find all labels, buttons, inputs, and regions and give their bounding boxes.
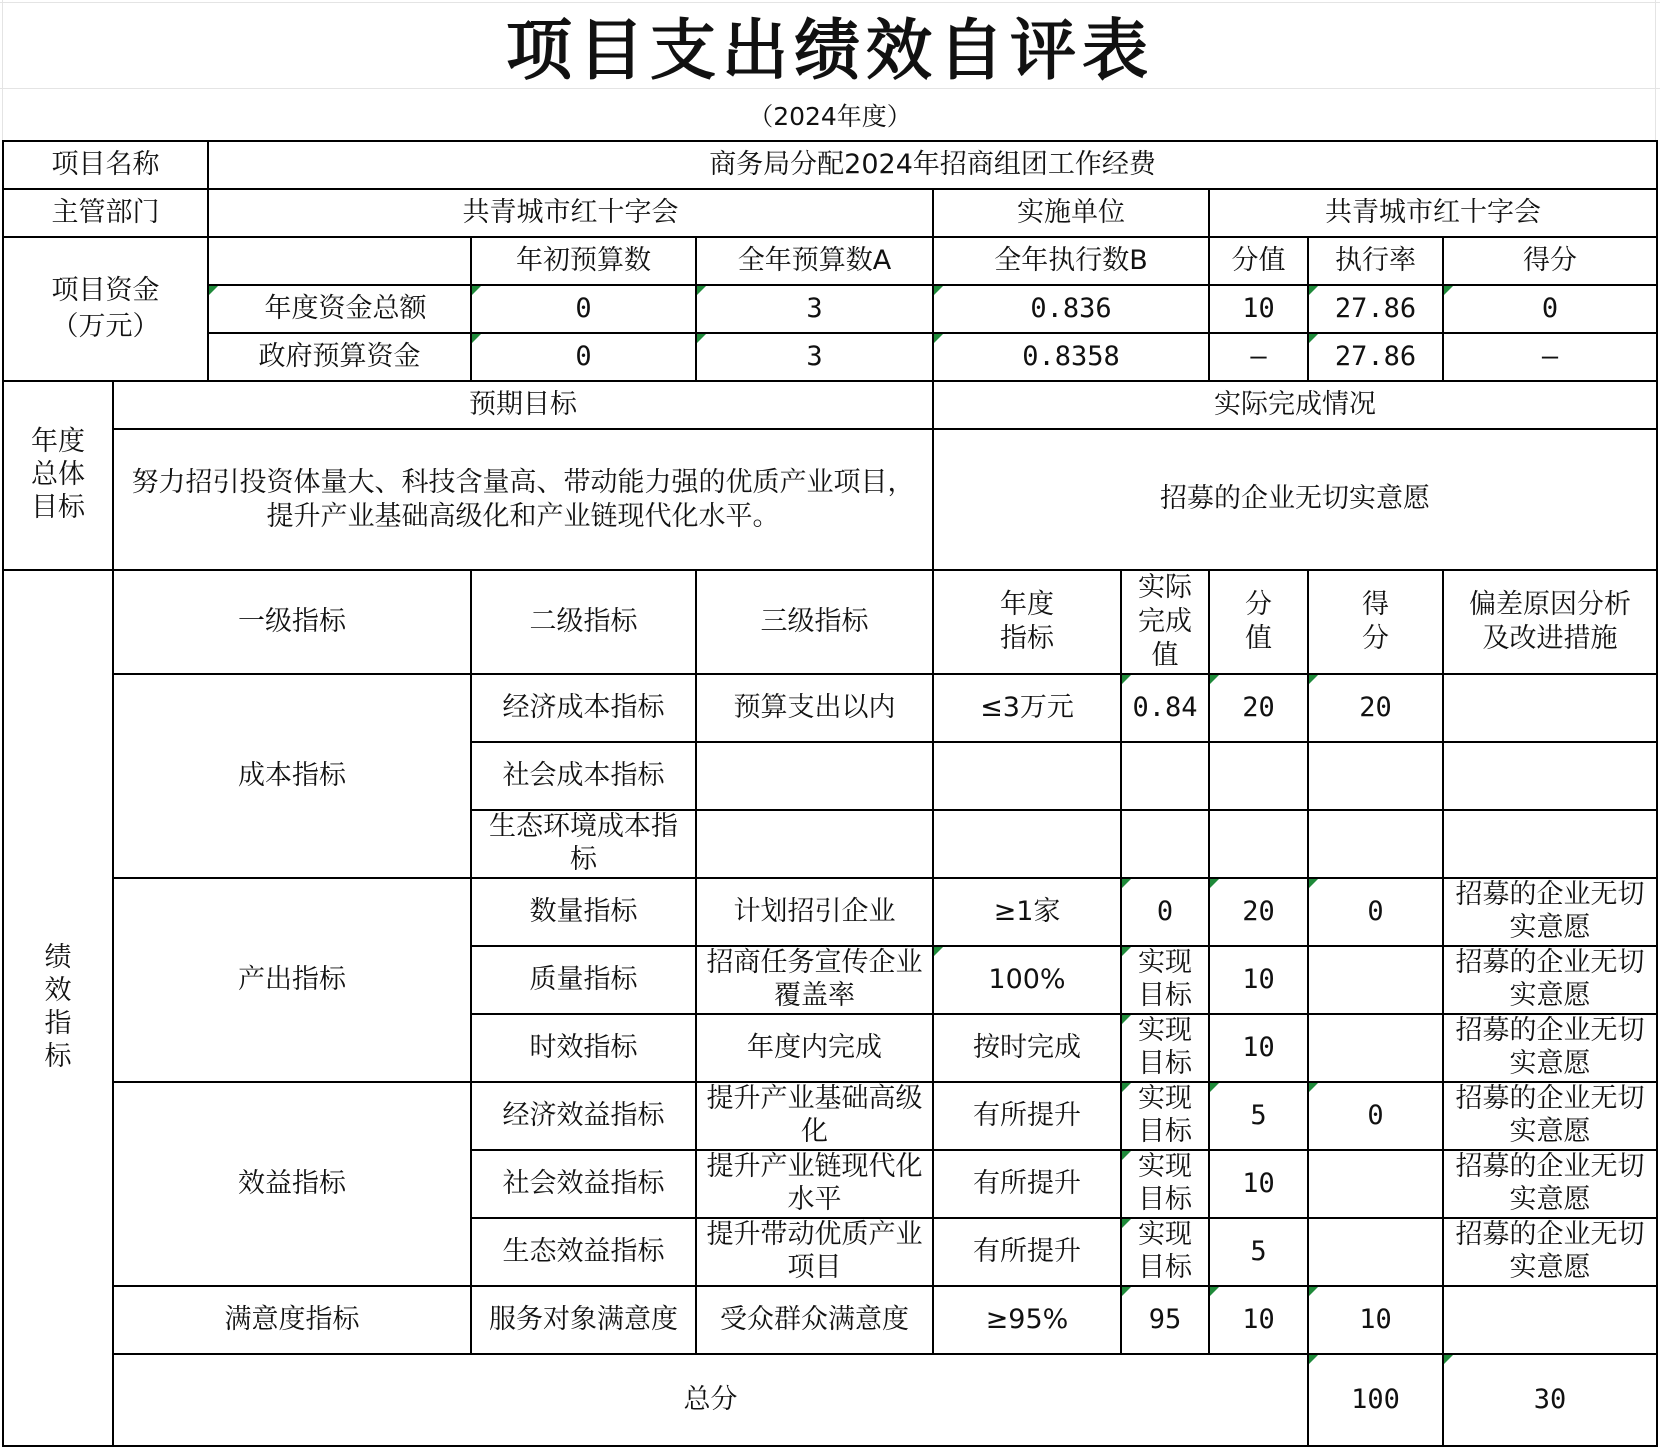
actual-cell[interactable]: 95 [1121,1286,1209,1354]
funds-cell[interactable]: 0 [1443,285,1657,333]
level2-cell[interactable]: 生态效益指标 [471,1218,696,1286]
score-cell[interactable] [1308,1014,1443,1082]
score-cell[interactable] [1308,1150,1443,1218]
total-score[interactable]: 30 [1443,1354,1657,1446]
target-cell[interactable]: 有所提升 [933,1082,1121,1150]
header-level3: 三级指标 [696,570,933,674]
weight-cell[interactable]: 10 [1209,946,1308,1014]
funds-cell[interactable]: 0.8358 [933,333,1209,381]
funds-header-weight: 分值 [1209,237,1308,285]
goals-header-row [3,381,1657,429]
funds-row [3,285,1657,333]
actual-result-header: 实际完成情况 [933,381,1657,429]
self-evaluation-table [2,140,1658,1447]
funds-cell[interactable]: 0 [471,333,696,381]
department-value[interactable]: 共青城市红十字会 [208,189,933,237]
target-cell[interactable]: 100% [933,946,1121,1014]
level1-cell: 满意度指标 [113,1286,471,1354]
header-reason: 偏差原因分析 及改进措施 [1443,570,1657,674]
target-cell[interactable]: 按时完成 [933,1014,1121,1082]
implementer-label: 实施单位 [933,189,1209,237]
funds-cell[interactable]: 0.836 [933,285,1209,333]
header-weight: 分 值 [1209,570,1308,674]
header-actual: 实际 完成值 [1121,570,1209,674]
target-cell[interactable]: 有所提升 [933,1150,1121,1218]
year-label: （2024年度） [748,102,912,131]
funds-row-label[interactable]: 年度资金总额 [208,285,471,333]
total-row [3,1354,1657,1446]
funds-header-executed: 全年执行数B [933,237,1209,285]
level3-cell[interactable]: 预算支出以内 [696,674,933,742]
department-row [3,189,1657,237]
score-cell[interactable] [1308,946,1443,1014]
weight-cell[interactable]: 20 [1209,878,1308,946]
funds-header-rate: 执行率 [1308,237,1443,285]
indicator-header-row [3,570,1657,674]
target-cell[interactable]: ≥95% [933,1286,1121,1354]
page-title: 项目支出绩效自评表 [506,10,1154,89]
level2-cell[interactable]: 服务对象满意度 [471,1286,696,1354]
level3-cell[interactable]: 受众群众满意度 [696,1286,933,1354]
funds-cell[interactable]: — [1443,333,1657,381]
level1-cell: 效益指标 [113,1082,471,1286]
level3-cell[interactable] [696,810,933,878]
department-label: 主管部门 [3,189,208,237]
level2-cell[interactable]: 经济效益指标 [471,1082,696,1150]
actual-cell[interactable]: 实现目标 [1121,1150,1209,1218]
weight-cell[interactable]: 20 [1209,674,1308,742]
funds-cell[interactable]: 10 [1209,285,1308,333]
funds-cell[interactable]: 3 [696,285,933,333]
funds-header-row [3,237,1657,285]
actual-cell[interactable]: 实现目标 [1121,946,1209,1014]
indicator-row [3,1082,1657,1150]
target-cell[interactable]: ≤3万元 [933,674,1121,742]
target-cell[interactable] [933,810,1121,878]
actual-cell[interactable]: 实现目标 [1121,1218,1209,1286]
funds-cell[interactable]: 27.86 [1308,333,1443,381]
header-level2: 二级指标 [471,570,696,674]
funds-header-score: 得分 [1443,237,1657,285]
funds-row-label[interactable]: 政府预算资金 [208,333,471,381]
reason-cell[interactable] [1443,742,1657,810]
reason-cell[interactable]: 招募的企业无切实意愿 [1443,878,1657,946]
actual-cell[interactable]: 0 [1121,878,1209,946]
score-cell[interactable]: 10 [1308,1286,1443,1354]
actual-cell[interactable]: 0.84 [1121,674,1209,742]
project-name-label: 项目名称 [3,141,208,189]
reason-cell[interactable] [1443,810,1657,878]
level3-cell[interactable]: 提升产业链现代化水平 [696,1150,933,1218]
score-cell[interactable] [1308,1218,1443,1286]
weight-cell[interactable]: 10 [1209,1286,1308,1354]
funds-cell[interactable]: 3 [696,333,933,381]
header-score: 得 分 [1308,570,1443,674]
level3-cell[interactable]: 提升产业基础高级化 [696,1082,933,1150]
reason-cell[interactable] [1443,1286,1657,1354]
weight-cell[interactable]: 10 [1209,1014,1308,1082]
weight-cell[interactable] [1209,742,1308,810]
level3-cell[interactable]: 招商任务宣传企业覆盖率 [696,946,933,1014]
target-cell[interactable] [933,742,1121,810]
level1-cell: 产出指标 [113,878,471,1082]
header-target: 年度 指标 [933,570,1121,674]
weight-cell[interactable]: 5 [1209,1218,1308,1286]
goals-row [3,429,1657,570]
level1-cell: 成本指标 [113,674,471,878]
actual-cell[interactable]: 实现目标 [1121,1014,1209,1082]
level3-cell[interactable]: 计划招引企业 [696,878,933,946]
implementer-value[interactable]: 共青城市红十字会 [1209,189,1657,237]
actual-cell[interactable] [1121,810,1209,878]
reason-cell[interactable]: 招募的企业无切实意愿 [1443,1150,1657,1218]
actual-result-text[interactable]: 招募的企业无切实意愿 [933,429,1657,570]
reason-cell[interactable] [1443,674,1657,742]
score-cell[interactable]: 0 [1308,1082,1443,1150]
funds-cell[interactable]: — [1209,333,1308,381]
funds-row [3,333,1657,381]
indicator-row [3,1286,1657,1354]
reason-cell[interactable]: 招募的企业无切实意愿 [1443,1082,1657,1150]
score-cell[interactable] [1308,742,1443,810]
level2-cell[interactable]: 社会效益指标 [471,1150,696,1218]
funds-cell[interactable]: 27.86 [1308,285,1443,333]
goals-label: 年度 总体 目标 [3,381,113,570]
indicator-row [3,674,1657,742]
total-weight[interactable]: 100 [1308,1354,1443,1446]
actual-cell[interactable] [1121,742,1209,810]
funds-label: 项目资金 （万元） [3,237,208,381]
level3-cell[interactable]: 年度内完成 [696,1014,933,1082]
level2-cell[interactable]: 社会成本指标 [471,742,696,810]
weight-cell[interactable] [1209,810,1308,878]
score-cell[interactable] [1308,810,1443,878]
level2-cell[interactable]: 生态环境成本指标 [471,810,696,878]
level2-cell[interactable]: 经济成本指标 [471,674,696,742]
level3-cell[interactable] [696,742,933,810]
project-name-row [3,141,1657,189]
funds-cell[interactable]: 0 [471,285,696,333]
level2-cell[interactable]: 时效指标 [471,1014,696,1082]
indicator-row [3,878,1657,946]
funds-header-initial: 年初预算数 [471,237,696,285]
level2-cell[interactable]: 数量指标 [471,878,696,946]
header-level1: 一级指标 [113,570,471,674]
total-label: 总分 [113,1354,1308,1446]
reason-cell[interactable]: 招募的企业无切实意愿 [1443,1218,1657,1286]
actual-cell[interactable]: 实现目标 [1121,1082,1209,1150]
reason-cell[interactable]: 招募的企业无切实意愿 [1443,1014,1657,1082]
funds-header-blank [208,237,471,285]
weight-cell[interactable]: 5 [1209,1082,1308,1150]
score-cell[interactable]: 0 [1308,878,1443,946]
expected-goal-header: 预期目标 [113,381,933,429]
level3-cell[interactable]: 提升带动优质产业项目 [696,1218,933,1286]
indicators-label: 绩 效 指 标 [3,570,113,1446]
reason-cell[interactable]: 招募的企业无切实意愿 [1443,946,1657,1014]
project-name-value[interactable]: 商务局分配2024年招商组团工作经费 [208,141,1657,189]
funds-header-annual: 全年预算数A [696,237,933,285]
target-cell[interactable]: 有所提升 [933,1218,1121,1286]
expected-goal-text[interactable]: 努力招引投资体量大、科技含量高、带动能力强的优质产业项目，提升产业基础高级化和产业链现代化水平。 [113,429,933,570]
level2-cell[interactable]: 质量指标 [471,946,696,1014]
target-cell[interactable]: ≥1家 [933,878,1121,946]
score-cell[interactable]: 20 [1308,674,1443,742]
weight-cell[interactable]: 10 [1209,1150,1308,1218]
